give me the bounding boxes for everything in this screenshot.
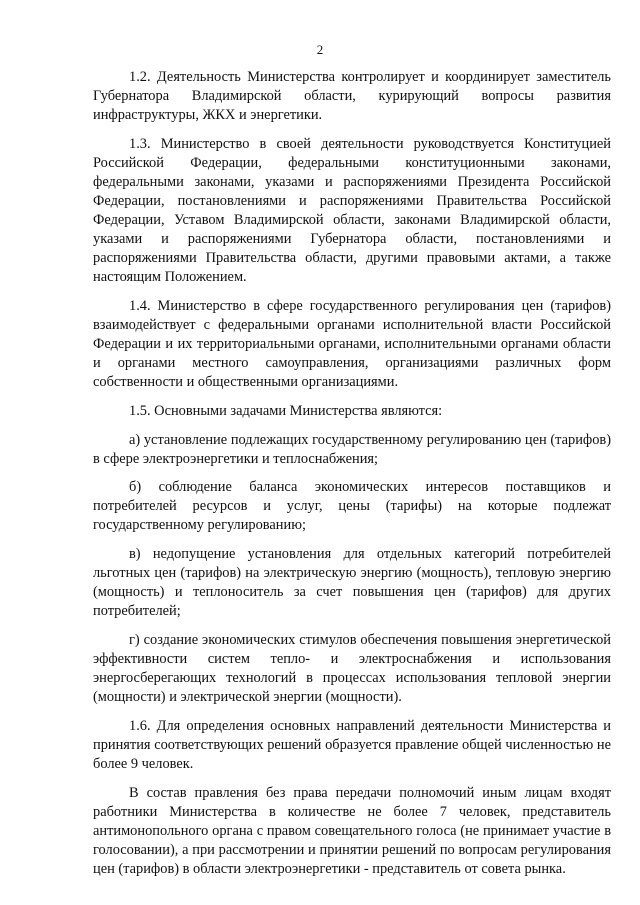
paragraph-1-5-a: а) установление подлежащих государственному регулированию цен (тарифов) в сфере электроэнергетики и теплоснабжения; [93, 431, 611, 467]
paragraph-1-5-b: б) соблюдение баланса экономических интересов поставщиков и потребителей ресурсов и услуг, цены (тарифы) на которые подлежат государственному регулированию; [93, 479, 611, 534]
paragraph-1-5-g: г) создание экономических стимулов обеспечения повышения энергетической эффективности систем тепло- и электроснабжения и использования энергосберегающих технологий в процессах использования тепловой энергии (мощности) и электрической энергии (мощности). [93, 631, 611, 706]
paragraph-1-5: 1.5. Основными задачами Министерства являются: [129, 403, 443, 419]
page-number: 2 [316, 42, 324, 57]
paragraph-1-2: 1.2. Деятельность Министерства контролирует и координирует заместитель Губернатора Владимирской области, курирующий вопросы развития инфраструктуры, ЖКХ и энергетики. [93, 69, 611, 124]
paragraph-1-6: 1.6. Для определения основных направлений деятельности Министерства и принятия соответствующих решений образуется правление общей численностью не более 9 человек. [93, 717, 611, 772]
paragraph-1-4: 1.4. Министерство в сфере государственного регулирования цен (тарифов) взаимодействует с федеральными органами исполнительной власти Российской Федерации и их территориальными органами, исполнительными органами области и органами местного самоуправления, организациями различных форм собственности и общественными организациями. [93, 298, 611, 391]
document-body [93, 68, 611, 879]
paragraph-1-3: 1.3. Министерство в своей деятельности руководствуется Конституцией Российской Федерации, федеральными конституционными законами, федеральными законами, указами и распоряжениями Президента Российской Федерации, постановлениями и распоряжениями Правительства Российской Федерации, Уставом Владимирской области, законами Владимирской области, указами и распоряжениями Губернатора области, постановлениями и распоряжениями Правительства области, другими правовыми актами, а также настоящим Положением. [93, 135, 611, 286]
paragraph-1-5-v: в) недопущение установления для отдельных категорий потребителей льготных цен (тарифов) на электрическую энергию (мощность), тепловую энергию (мощность) и теплоноситель за счет повышения цен (тарифов) для других потребителей; [93, 546, 611, 620]
paragraph-board-composition: В состав правления без права передачи полномочий иным лицам входят работники Министерства в количестве не более 7 человек, представитель антимонопольного органа с правом совещательного голоса (не принимает участие в голосовании), а при рассмотрении и принятии решений по вопросам регулирования цен (тарифов) в области электроэнергетики - представитель от совета рынка. [93, 784, 611, 877]
